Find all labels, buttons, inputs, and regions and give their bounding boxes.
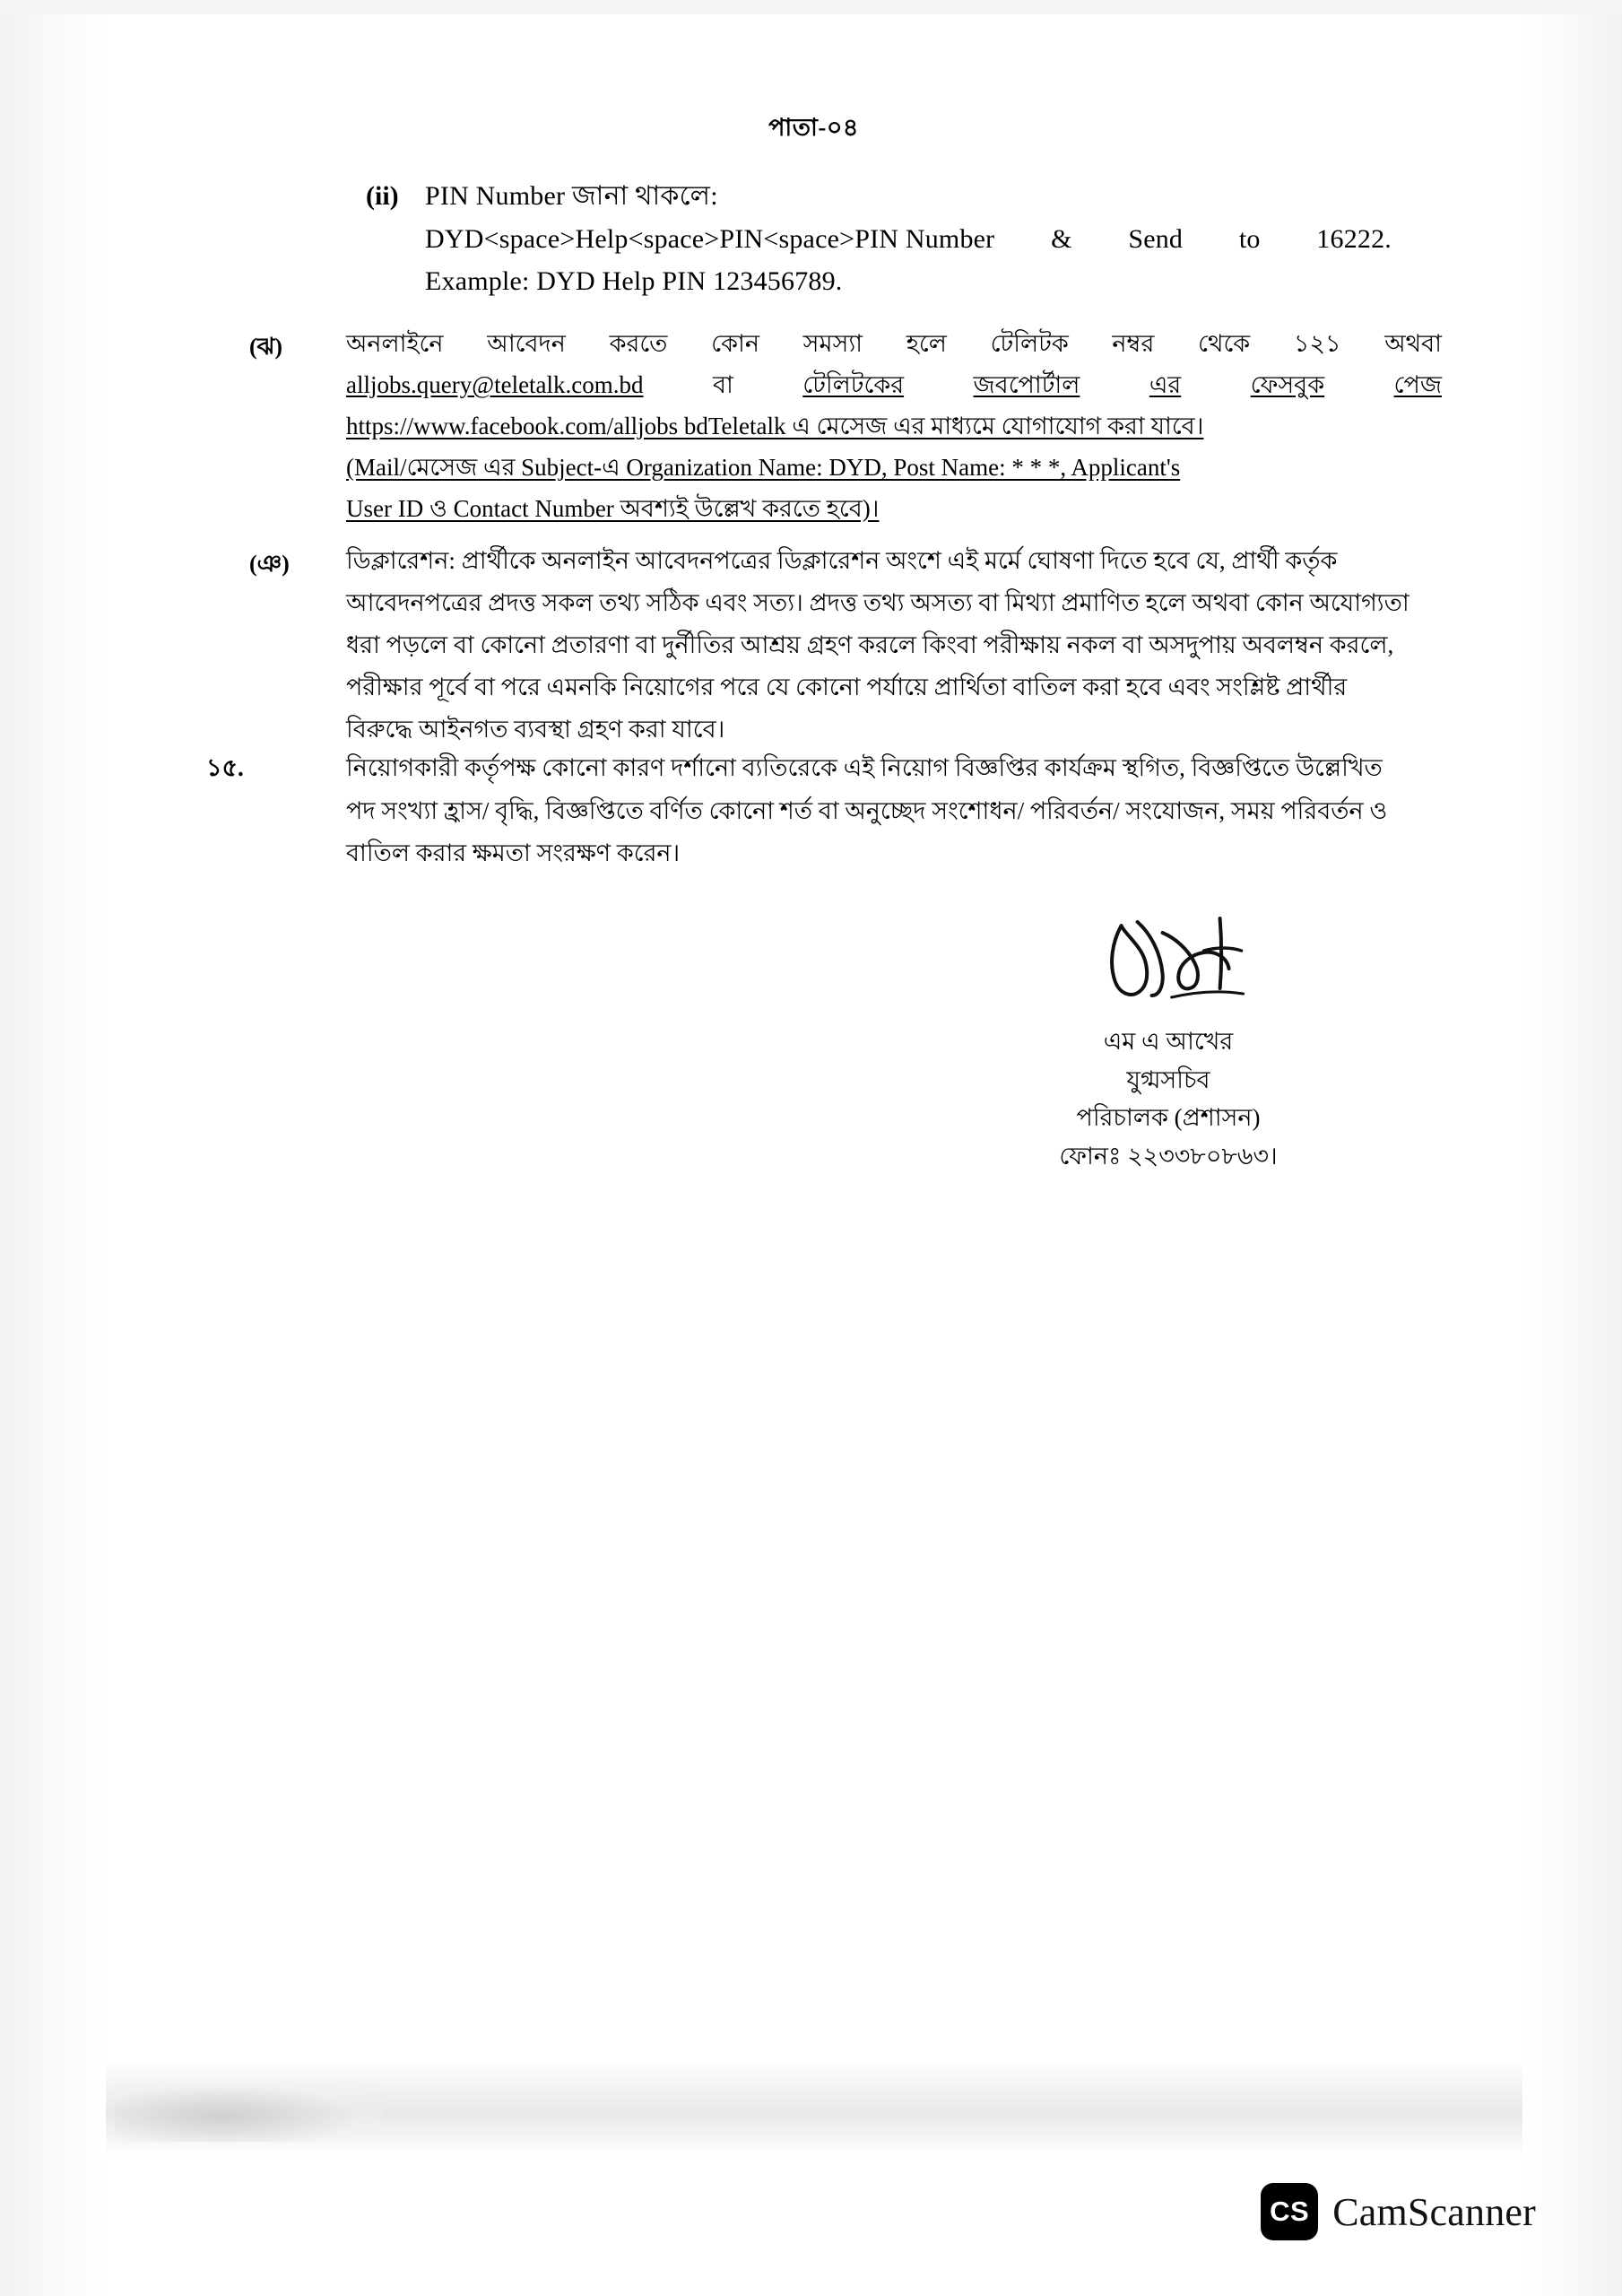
pin-command-send: Send	[1128, 223, 1184, 254]
clause-jha-body	[346, 326, 1442, 533]
clause-15-line-2: পদ সংখ্যা হ্রাস/ বৃদ্ধি, বিজ্ঞপ্তিতে বর্ণিত কোনো শর্ত বা অনুচ্ছেদ সংশোধন/ পরিবর্তন/ সংযোজন, সময় পরিবর্তন ও	[346, 796, 1388, 824]
camscanner-logo-icon: CS	[1261, 2183, 1318, 2240]
clause-15-marker: ১৫.	[206, 754, 244, 781]
clause-jha-marker: (ঝ)	[249, 334, 282, 360]
clause-jha-line-1	[346, 326, 1442, 362]
clause-jha-l2-w2: জবপোর্টাল	[973, 370, 1080, 398]
pin-command-line	[425, 221, 1392, 259]
clause-nya-line-2: আবেদনপত্রের প্রদত্ত সকল তথ্য সঠিক এবং সত্য। প্রদত্ত তথ্য অসত্য বা মিথ্যা প্রমাণিত হলে অথবা কোন অযোগ্যতা	[346, 588, 1409, 616]
pin-command-shortcode: 16222.	[1316, 223, 1392, 254]
pin-heading-row	[366, 178, 1424, 301]
scan-smudge	[115, 2079, 384, 2142]
pin-command-to: to	[1238, 223, 1261, 254]
clause-nya-line-1: ডিক্লারেশন: প্রার্থীকে অনলাইন আবেদনপত্রের ডিক্লারেশন অংশে এই মর্মে ঘোষণা দিতে হবে যে, প্রার্থী কর্তৃক	[346, 547, 1338, 574]
page-number-label: পাতা-০৪	[768, 114, 859, 141]
clause-jha	[249, 326, 1442, 533]
pin-example-line: Example: DYD Help PIN 123456789.	[425, 266, 843, 297]
pin-command-ampersand: &	[1051, 223, 1072, 254]
clause-jha-line-2	[346, 368, 1442, 404]
signature-details	[958, 1022, 1379, 1176]
signatory-rank: যুগ্মসচিব	[1126, 1065, 1210, 1093]
clause-jha-w7: টেলিটক	[990, 330, 1069, 357]
facebook-page-link[interactable]: https://www.facebook.com/alljobs bdTeletalk এ মেসেজ এর মাধ্যমে যোগাযোগ করা যাবে।	[346, 412, 1204, 439]
scan-edge-left	[0, 0, 106, 2296]
clause-jha-l2-w3: এর	[1149, 370, 1182, 398]
pin-heading-text: PIN Number জানা থাকলে:	[425, 181, 718, 211]
clause-jha-or: বা	[712, 370, 733, 398]
clause-15-line-1: নিয়োগকারী কর্তৃপক্ষ কোনো কারণ দর্শানো ব্যতিরেকে এই নিয়োগ বিজ্ঞপ্তির কার্যক্রম স্থগিত, বিজ্ঞপ্তিতে উল্লেখিত	[346, 754, 1383, 781]
scan-edge-top	[0, 0, 1622, 14]
clause-nya-marker: (ঞ)	[249, 551, 290, 577]
clause-jha-line-5: User ID ও Contact Number অবশ্যই উল্লেখ করতে হবে)।	[346, 494, 880, 522]
clause-jha-w6: হলে	[906, 330, 947, 357]
clause-nya-body	[346, 544, 1442, 754]
signatory-name: এম এ আখের	[1103, 1028, 1234, 1055]
clause-nya-line-3: ধরা পড়লে বা কোনো প্রতারণা বা দুর্নীতির আশ্রয় গ্রহণ করলে কিংবা পরীক্ষায় নকল বা অসদুপায় অবলম্বন করলে,	[346, 631, 1394, 658]
clause-jha-w3: করতে	[609, 330, 668, 357]
clause-jha-w9: থেকে	[1198, 330, 1251, 357]
camscanner-label: CamScanner	[1332, 2189, 1536, 2234]
support-email-link[interactable]: alljobs.query@teletalk.com.bd	[346, 370, 644, 398]
clause-jha-w8: নম্বর	[1112, 330, 1155, 357]
pin-command-prefix: DYD<space>Help<space>PIN<space>PIN Number	[425, 223, 995, 254]
clause-15	[206, 750, 1444, 878]
signatory-designation: পরিচালক (প্রশাসন)	[1076, 1104, 1261, 1132]
clause-jha-l2-w1: টেলিটকের	[802, 370, 905, 398]
clause-nya	[249, 544, 1442, 754]
handwritten-signature	[958, 902, 1379, 1019]
clause-jha-w2: আবেদন	[487, 330, 566, 357]
clause-jha-line-4: (Mail/মেসেজ এর Subject-এ Organization Name: DYD, Post Name: * * *, Applicant's	[346, 453, 1181, 481]
pin-number-section	[366, 178, 1424, 301]
clause-jha-l2-w4: ফেসবুক	[1250, 370, 1325, 398]
clause-15-body	[346, 750, 1444, 878]
clause-nya-line-5: বিরুদ্ধে আইনগত ব্যবস্থা গ্রহণ করা যাবে।	[346, 715, 725, 743]
pin-section-body	[425, 178, 1424, 301]
signatory-phone: ফোনঃ ২২৩৩৮০৮৬৩।	[1059, 1142, 1278, 1170]
clause-jha-l2-w5: পেজ	[1393, 370, 1442, 398]
clause-jha-w5: সমস্যা	[802, 330, 863, 357]
clause-jha-w1: অনলাইনে	[346, 330, 444, 357]
document-sheet	[106, 14, 1522, 2158]
clause-jha-w11: অথবা	[1384, 330, 1442, 357]
signature-block	[958, 902, 1379, 1176]
pin-list-marker: (ii)	[366, 181, 399, 211]
clause-jha-w10: ১২১	[1293, 330, 1341, 357]
scan-edge-right	[1522, 0, 1622, 2296]
camscanner-watermark	[1261, 2183, 1536, 2240]
clause-jha-w4: কোন	[711, 330, 759, 357]
clause-nya-line-4: পরীক্ষার পূর্বে বা পরে এমনকি নিয়োগের পরে যে কোনো পর্যায়ে প্রার্থিতা বাতিল করা হবে এবং সংশ্লিষ্ট প্রার্থীর	[346, 673, 1348, 700]
clause-15-line-3: বাতিল করার ক্ষমতা সংরক্ষণ করেন।	[346, 839, 681, 866]
